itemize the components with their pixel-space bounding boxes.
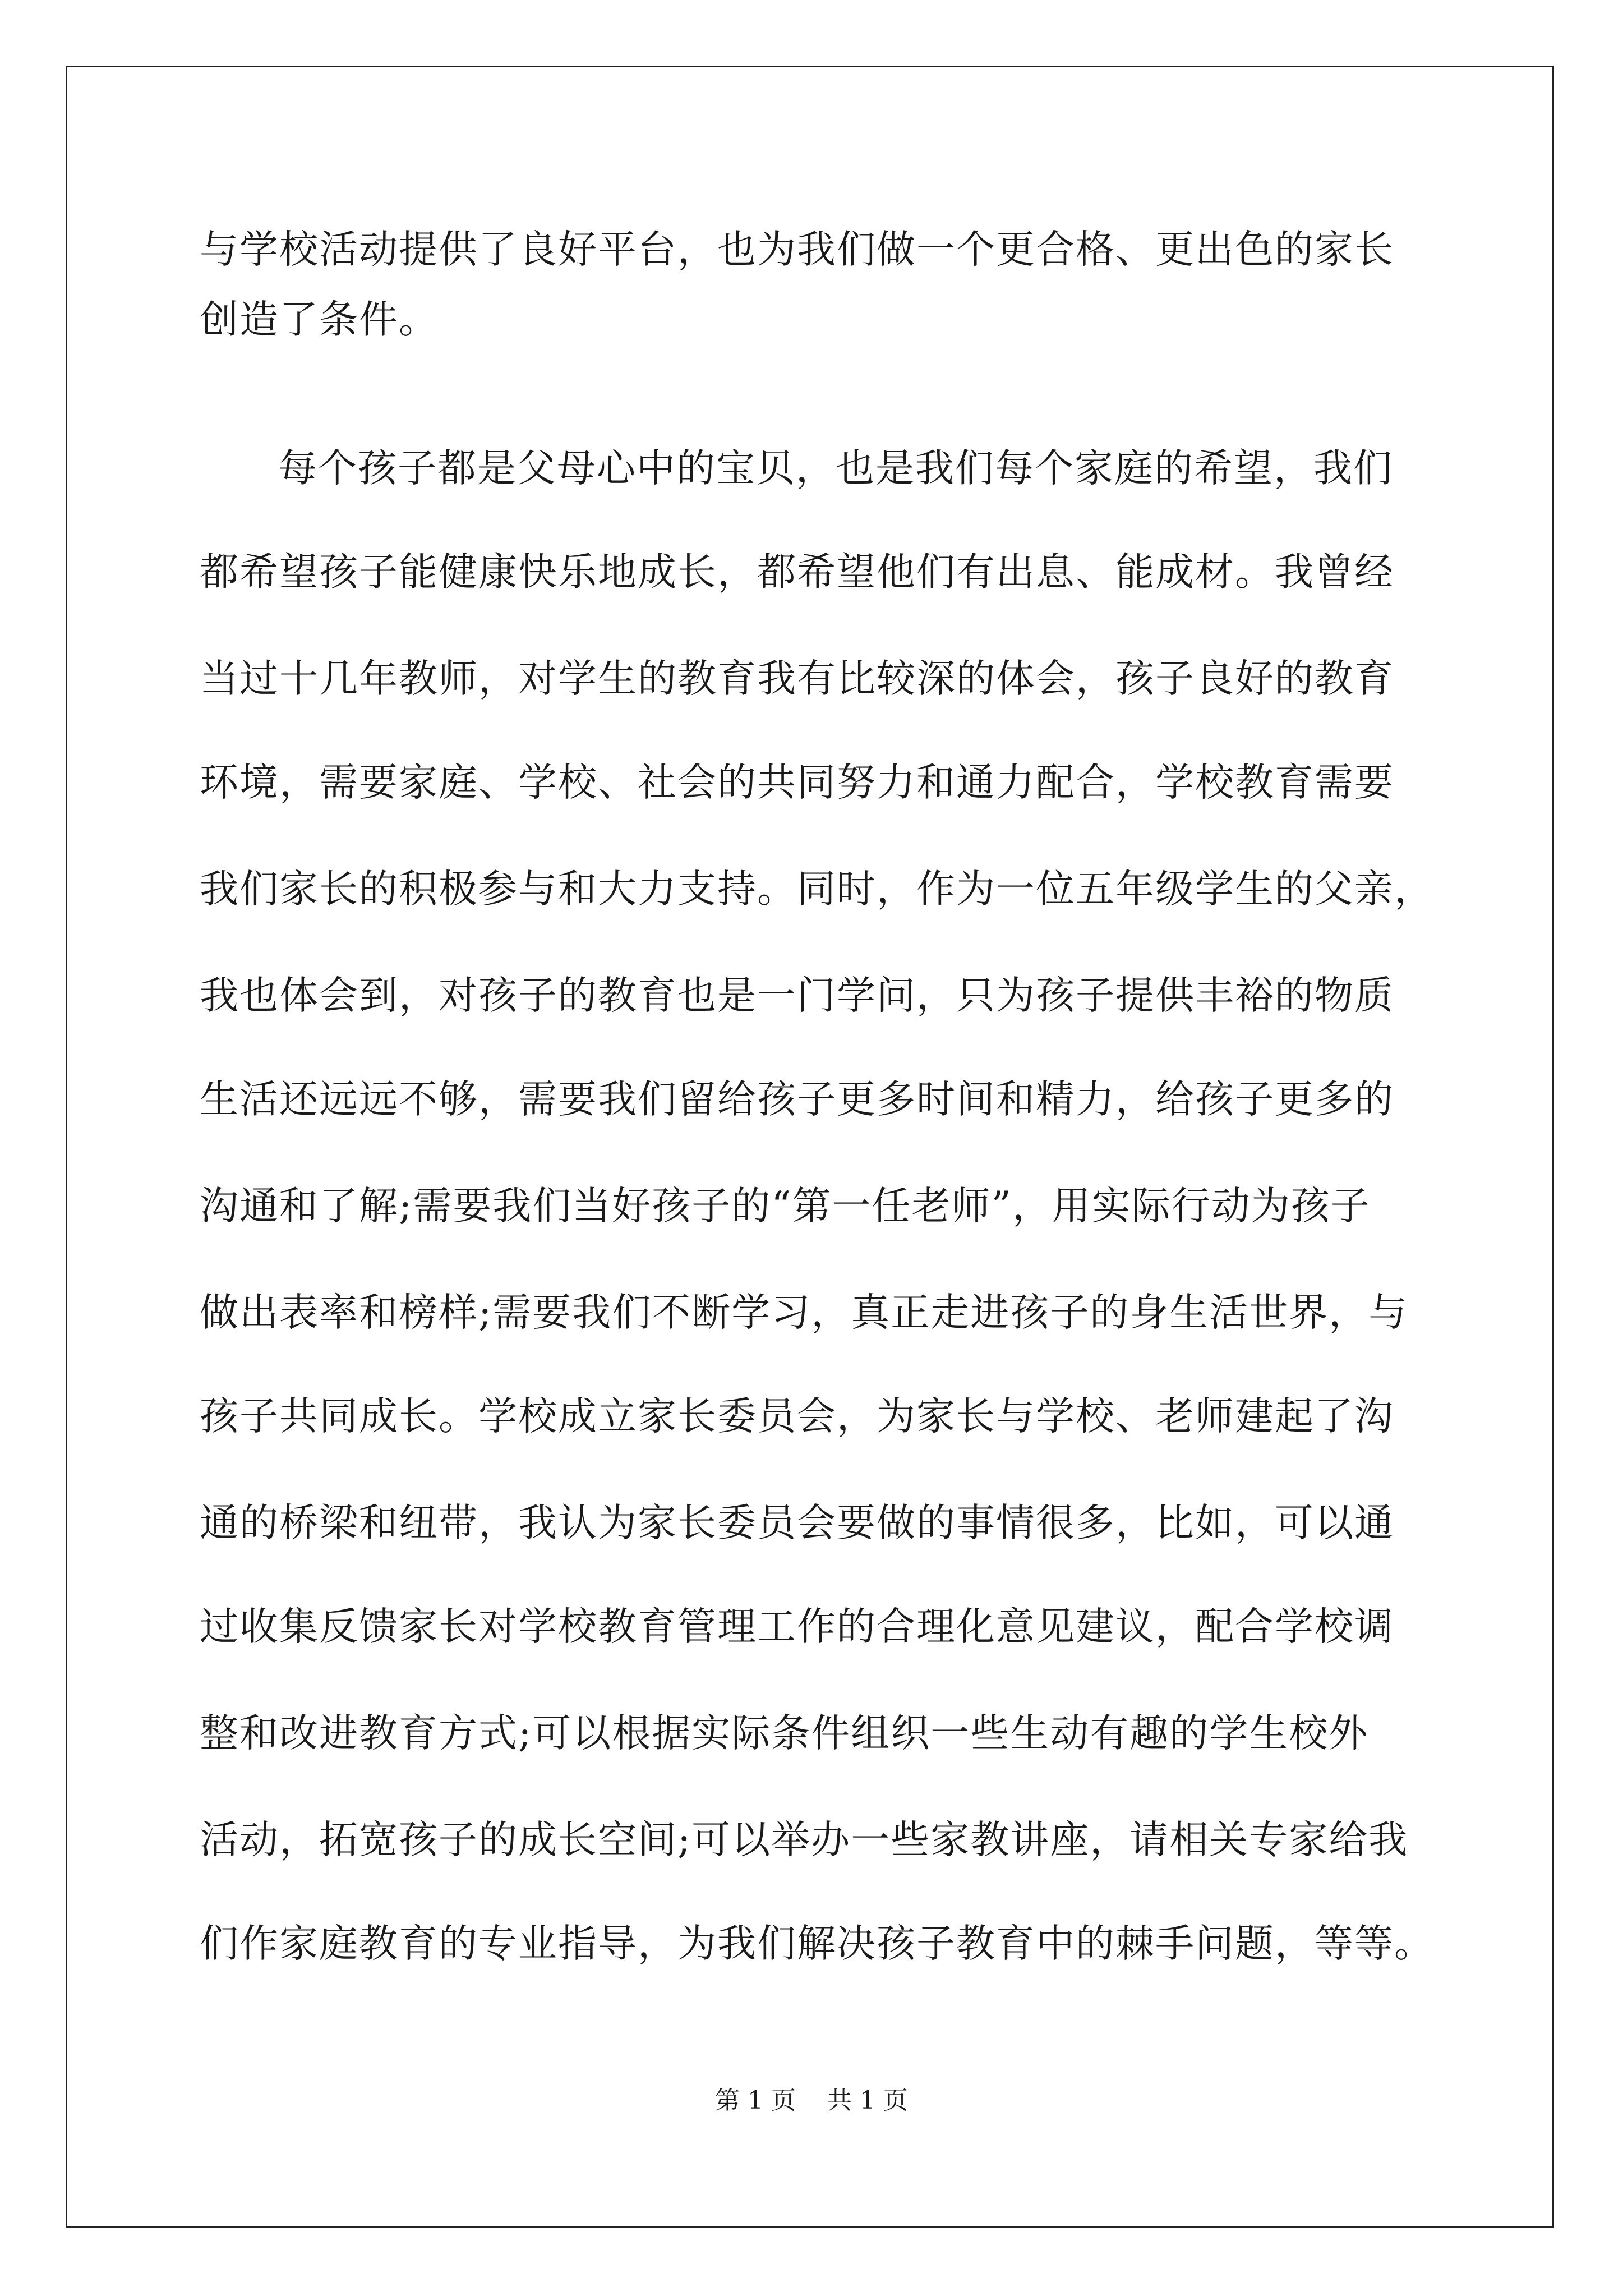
text-line: 与学校活动提供了良好平台，也为我们做一个更合格、更出色的家长 bbox=[200, 227, 1394, 272]
text-line: 环境，需要家庭、学校、社会的共同努力和通力配合，学校教育需要 bbox=[200, 760, 1394, 805]
text-line: 都希望孩子能健康快乐地成长，都希望他们有出息、能成材。我曾经 bbox=[200, 550, 1394, 595]
text-line: 当过十几年教师，对学生的教育我有比较深的体会，孩子良好的教育 bbox=[200, 656, 1394, 701]
text-line: 我也体会到，对孩子的教育也是一门学问，只为孩子提供丰裕的物质 bbox=[200, 973, 1394, 1018]
text-line: 孩子共同成长。学校成立家长委员会，为家长与学校、老师建起了沟 bbox=[200, 1394, 1394, 1439]
text-line: 生活还远远不够，需要我们留给孩子更多时间和精力，给孩子更多的 bbox=[200, 1077, 1394, 1122]
text-line: 整和改进教育方式;可以根据实际条件组织一些生动有趣的学生校外 bbox=[200, 1711, 1369, 1756]
text-line: 沟通和了解;需要我们当好孩子的“第一任老师”，用实际行动为孩子 bbox=[200, 1184, 1371, 1228]
text-line: 做出表率和榜样;需要我们不断学习，真正走进孩子的身生活世界，与 bbox=[200, 1290, 1409, 1335]
text-line: 们作家庭教育的专业指导，为我们解决孩子教育中的棘手问题，等等。 bbox=[200, 1921, 1434, 1966]
text-line: 通的桥梁和纽带，我认为家长委员会要做的事情很多，比如，可以通 bbox=[200, 1501, 1394, 1545]
text-line: 活动，拓宽孩子的成长空间;可以举办一些家教讲座，请相关专家给我 bbox=[200, 1818, 1409, 1862]
page-number-footer: 第 1 页 共 1 页 bbox=[715, 2086, 908, 2115]
text-line: 过收集反馈家长对学校教育管理工作的合理化意见建议，配合学校调 bbox=[200, 1604, 1394, 1649]
page-border bbox=[66, 66, 1554, 2228]
text-line: 创造了条件。 bbox=[200, 297, 439, 342]
paragraph-start-line: 每个孩子都是父母心中的宝贝，也是我们每个家庭的希望，我们 bbox=[278, 446, 1393, 491]
text-line: 我们家长的积极参与和大力支持。同时，作为一位五年级学生的父亲， bbox=[200, 867, 1434, 912]
